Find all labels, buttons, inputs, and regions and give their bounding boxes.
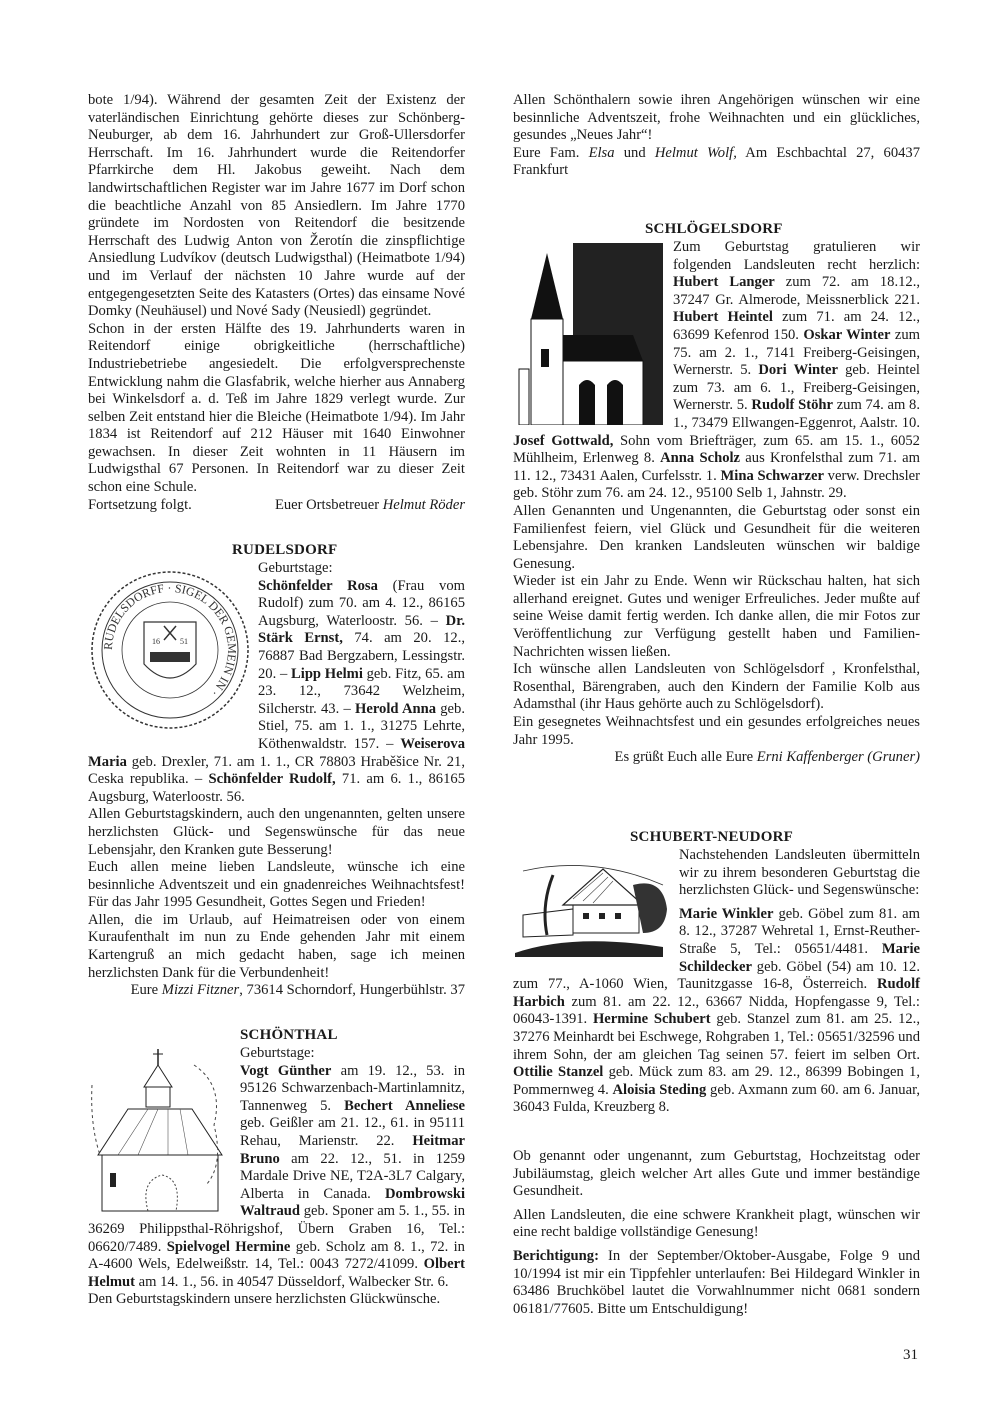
text-run: am 22. 12., 51. in 1259 Mardale Drive NE, T2A-3L7 Calgary, Alberta in Canada. [240,1150,465,1202]
paragraph [88,806,465,859]
text-run: am 19. 12., 53. in 95126 Schwarzenbach-Martinlamnitz, Tannenweg 5. [240,1062,465,1114]
schoenthal-greeting [513,92,920,180]
person-name: Berichtigung: [513,1247,599,1264]
section-heading: SCHUBERT-NEUDORF [630,829,793,845]
text-run: , 73614 Schorndorf, Hungerbühlstr. 37 [239,982,465,999]
text-run: geb. Geißler am 21. 12., 61. in 95111 Rehau, Marienstr. 22. [240,1115,465,1149]
person-name: Weiserova Maria [88,735,465,770]
person-name: Dombrowski Waltraud [240,1185,465,1220]
person-name: Oskar Winter [803,326,891,343]
person-name: Ottilie Stanzel [513,1064,604,1081]
text-run: Eure Fam. [513,144,589,161]
text-run: zum 72. am 18.12., 37247 Gr. Almerode, Meissnerblick 221. [673,274,920,308]
section-heading: SCHÖNTHAL [240,1027,338,1043]
paragraph [88,859,465,912]
text-run: 71. am 6. 1., 86165 Augsburg, Waterloostr. 56. [88,771,465,805]
person-name: Aloisia Steding [612,1081,707,1098]
text-run: geb. Stiel, 75. am 1. 1., 31275 Lehrte, Köthenwaldstr. 157. – [258,700,465,752]
text-run: geb. Fitz, 65. am 23. 12., 73642 Welzheim, Silcherstr. 43. – [258,665,465,717]
svg-text:RUDELSDORFF · SIGEL DER GEMEIN [101,581,239,699]
text-run: geb. Stanzel zum 81. am 25. 12., 37276 Meinhardt bei Eschwege, Rohgraben 1, Tel.: 05651/32596 und ihrem Sohn, der am gleichen Tag seinen 57. feiert im selben Ort. [513,1011,920,1063]
paragraph [88,912,465,982]
person-name: Mina Schwarzer [720,467,824,484]
text-run: Sohn vom Briefträger, zum 65. am 15. 1., 6052 Mühlheim, Erlenweg 8. [513,432,920,467]
text-run: zum 74. am 8. 1., 73479 Ellwangen-Eggenrot, Aalstr. 10. [673,397,920,431]
person-name: Lipp Helmi [291,665,363,682]
person-name: Marie Schildecker [679,940,920,975]
paragraph [513,714,920,749]
rudelsdorf-seal-image [88,564,252,736]
text-run: Den Geburtstagskindern unsere herzlichsten Glückwünsche. [88,1291,441,1308]
text-run: zum 81. am 22. 12., 63667 Nidda, Hopfengasse 9, Tel.: 06043-1391. [513,993,920,1028]
church-illustration [513,239,667,425]
text-run: und [614,144,655,161]
svg-text:51: 51 [180,637,188,646]
paragraph [88,321,465,497]
paragraph [513,503,920,573]
continued-note: Fortsetzung folgt. [88,496,192,513]
section-schoenthal [88,1026,465,1309]
text-run: In der September/Oktober-Ausgabe, Folge 9 und 10/1994 ist mir ein Tippfehler unterlaufen: Bei Hildegard Winkler in 63486 Bruchköbel lautet die Vorwahlnummer nicht 0681 sondern 06181/77605. Bitte um Entschuldigung! [513,1247,920,1317]
svg-text:16: 16 [152,637,160,646]
text-run: Allen Landsleuten, die eine schwere Krankheit plagt, wünschen wir eine recht baldige vollständige Genesung! [513,1206,920,1241]
section-heading: RUDELSDORF [232,542,338,558]
text-run: Allen, die im Urlaub, auf Heimatreisen oder von einem Kuraufenthalt im nun zu Ende gehenden Jahr mit einem Kartengruß an mich gedacht haben, sage ich meinen herzlichsten Dank für die Verbundenheit! [88,911,465,981]
person-name: Heitmar Bruno [240,1132,465,1167]
paragraph [513,573,920,661]
signature [275,497,465,515]
person-name: Schönfelder Rudolf, [208,771,336,788]
person-name: Bechert Anneliese [344,1097,465,1114]
person-name: Rudolf Harbich [513,976,920,1010]
text-run: Nachstehenden Landsleuten übermitteln wir zu ihrem besonderen Geburtstag die herzlichsten Glück- und Segenswünsche: [679,847,920,899]
person-name: Hubert Langer [673,274,775,291]
paragraph [513,92,920,145]
text-run: geb. Mück zum 83. am 29. 12., 86399 Bobingen 1, Pommernweg 4. [513,1064,921,1098]
text-run: Eure [130,982,162,999]
person-name: Schönfelder Rosa [258,577,378,594]
author-name: Helmut Röder [382,496,465,513]
correction-note [513,1248,920,1318]
chapel-illustration [88,1045,234,1213]
article-reitendorf-continued [88,92,465,514]
text-run: zum 71. am 24. 12., 63699 Kefenrod 150. [673,309,920,343]
person-name: Olbert Helmut [88,1256,465,1290]
text-run: aus Kronfelsthal zum 71. am 11. 12., 73431 Aalen, Curfelsstr. 1. [513,450,920,484]
text-run: am 14. 1., 56. in 40547 Düsseldorf, Walbecker Str. 6. [135,1273,449,1290]
farmhouse-illustration [513,855,673,957]
text-run: zum 75. am 2. 1., 7141 Freiberg-Geisingen, Wernerstr. 5. [673,326,920,379]
author-name: Erni Kaffenberger (Gruner) [756,749,920,766]
text-run: geb. Göbel (54) am 10. 12. zum 77., A-1060 Wien, Taunitzgasse 16-8, Österreich. [513,958,920,993]
text-run: geb. Drexler, 71. am 1. 1., CR 78803 Hraběšice Nr. 21, Ceska republika. – [88,753,465,788]
section-schloegelsdorf [513,220,920,767]
person-name: Herold Anna [355,700,437,717]
text-run: Allen Schönthalern sowie ihren Angehörigen wünschen wir eine besinnliche Adventszeit, frohe Weihnachten und ein glückliches, gesundes „Neues Jahr“! [513,92,920,144]
author-name: Helmut Wolf, [654,144,737,161]
paragraph [513,661,920,714]
text-run: Es grüßt Euch alle Eure [614,749,757,766]
text-run: Zum Geburtstag gratulieren wir folgenden Landsleuten recht herzlich: [673,239,920,273]
text-run: Ein gesegnetes Weihnachtsfest und ein gesundes erfolgreiches neues Jahr 1995. [513,714,920,748]
person-name: Anna Scholz [660,450,741,467]
paragraph [513,1148,920,1201]
text-run: Euer Ortsbetreuer [274,496,383,513]
text-run: Allen Genannten und Ungenannten, die Geburtstag oder sonst ein Familienfest feiern, viel Glück und Gesundheit für die weiteren Lebensjahre. Den kranken Landsleuten wünschen wir baldige Genesung. [513,502,920,572]
signature [513,749,920,767]
signature [513,145,920,180]
signature-row [88,497,465,515]
text-run: Ob genannt oder ungenannt, zum Geburtstag, Hochzeitstag oder Jubiläumstag, gleich welcher Art alles Gute und immer beständige Gesundheit. [513,1148,920,1200]
person-name: Spielvogel Hermine [166,1238,291,1255]
closing-notes [513,1142,920,1318]
text-run: verw. Drechsler geb. Stöhr zum 76. am 24. 12., 95100 Selb 1, Jahnstr. 29. [513,467,920,502]
section-heading: SCHLÖGELSDORF [645,221,783,237]
text-run: bote 1/94). Während der gesamten Zeit der Existenz der vaterländischen Einrichtung gehörte dieses zur Schönberg-Neuburger, ab dem 16. Jahrhundert zur Groß-Ullersdorfer Herrschaft. Im 16. Jahrhundert wurde die Reitendorfer Pfarrkirche dem Hl. Jakobus geweiht. Nach dem landwirtschaftlichen Register war im Jahre 1677 im Dorf schon die beachtliche Anzahl von 85 Ansiedlern. Im Jahre 1770 gründete im Nordosten von Reitendorf die besitzende Herrschaft des Ludwig Anton von Žerotín die zinspflichtige Ansiedlung Ludvíkov (deutsch Ludwigsthal) (Heimatbote 1/94) und im Verlauf der nächsten 10 Jahre wurde auf der entgegengesetzten Seite des Katasters (Ortes) das einsame Nové Domky (Neuhäusel) und Nové Sady (Neusiedl) gegründet. [88,92,465,320]
page-number: 31 [903,1347,918,1363]
text-run: geb. Axmann zum 60. am 6. Januar, 36043 Fulda, Kreuzberg 8. [513,1081,920,1116]
author-name: Mizzi Fitzner [161,982,240,999]
author-name: Elsa [588,144,615,161]
text-run: geb. Scholz am 8. 1., 72. in A-4600 Wels, Edelweißstr. 14, Tel.: 0043 7272/41099. [88,1238,465,1273]
text-run: Allen Geburtstagskindern, auch den ungenannten, gelten unsere herzlichsten Glück- und Segenswünsche für das neue Lebensjahr, den Kranken gute Besserung! [88,806,465,858]
person-name: Vogt Günther [240,1062,332,1079]
subheading: Geburtstage: [240,1045,315,1061]
text-run: Am Eschbachtal 27, 60437 Frankfurt [513,144,921,179]
text-run: (Frau vom Rudolf) zum 70. am 4. 12., 86165 Augsburg, Waterloostr. 56. – [258,577,465,629]
text-run: geb. Göbel zum 81. am 8. 12., 37287 Wehretal 1, Ernst-Reuther-Straße 5, Tel.: 05651/4481. [679,905,921,957]
person-name: Rudolf Stöhr [751,397,833,414]
signature [88,982,465,1000]
paragraph [88,92,465,321]
text-run: Schon in der ersten Hälfte des 19. Jahrhunderts waren in Reitendorf einige obrigkeitliche (herrschaftliche) Industriebetriebe angesiedelt. Die erfolgversprechenste Entwicklung nahm die Glasfabrik, welche hierher aus Annaberg bei Winkelsdorf a. d. Teß im Jahre 1829 verlegt wurde. Zur selben Zeit entstand hier die Bleiche (Heimatbote 1/94). Im Jahr 1834 ist Reitendorf auf 212 Häuser mit 1640 Einwohner gewachsen. In dieser Zeit wohnten in 11 Häusern im Ludwigsthal 67 Personen. In Reitendorf war zu dieser Zeit schon eine Schule. [88,320,465,496]
person-name: Hermine Schubert [592,1011,711,1028]
paragraph [513,1207,920,1242]
person-name: Dr. Stärk Ernst, [258,612,465,647]
section-schubert-neudorf [513,828,920,1117]
text-run: geb. Heintel zum 73. am 6. 1., Freiberg-Geisingen, Wernerstr. 5. [673,362,920,414]
section-rudelsdorf [88,541,465,1000]
person-name: Marie Winkler [679,905,774,922]
subheading: Geburtstage: [258,560,333,576]
person-name: Dori Winter [758,362,838,379]
seal-text: RUDELSDORFF · SIGEL DER GEMEIN IN · [100,580,240,700]
text-run: Euch allen meine lieben Landsleute, wünsche ich eine besinnliche Adventszeit und ein gnadenreiches Weihnachtsfest! Für das Jahr 1995 Gesundheit, Gottes Segen und Frieden! [88,859,465,911]
text-run: 74. am 20. 12., 76887 Bad Bergzabern, Lessingstr. 20. – [258,630,465,682]
person-name: Hubert Heintel [673,309,773,326]
person-name: Josef Gottwald, [513,432,614,449]
text-run: Wieder ist ein Jahr zu Ende. Wenn wir Rückschau halten, hat sich allerhand ereignet. Gutes und weniger Erfreuliches. Jeder mußte auf seine Weise damit fertig werden. Ich danke allen, die mir Fotos zur Veröffentlichung zur Verfügung gestellt haben und Familien-Nachrichten wissen ließen. [513,573,920,660]
text-run: geb. Sponer am 5. 1., 55. in 36269 Philippsthal-Röhrigshof, Übern Graben 16, Tel.: 06620/7489. [88,1203,465,1255]
paragraph [88,1291,465,1309]
text-run: Ich wünsche allen Landsleuten von Schlögelsdorf , Kronfelsthal, Rosenthal, Bärengraben, auch den Kindern der Familie Kolb aus Adamsthal (ihr Haus gehörte auch zu Schlögelsdorf). [513,661,920,713]
